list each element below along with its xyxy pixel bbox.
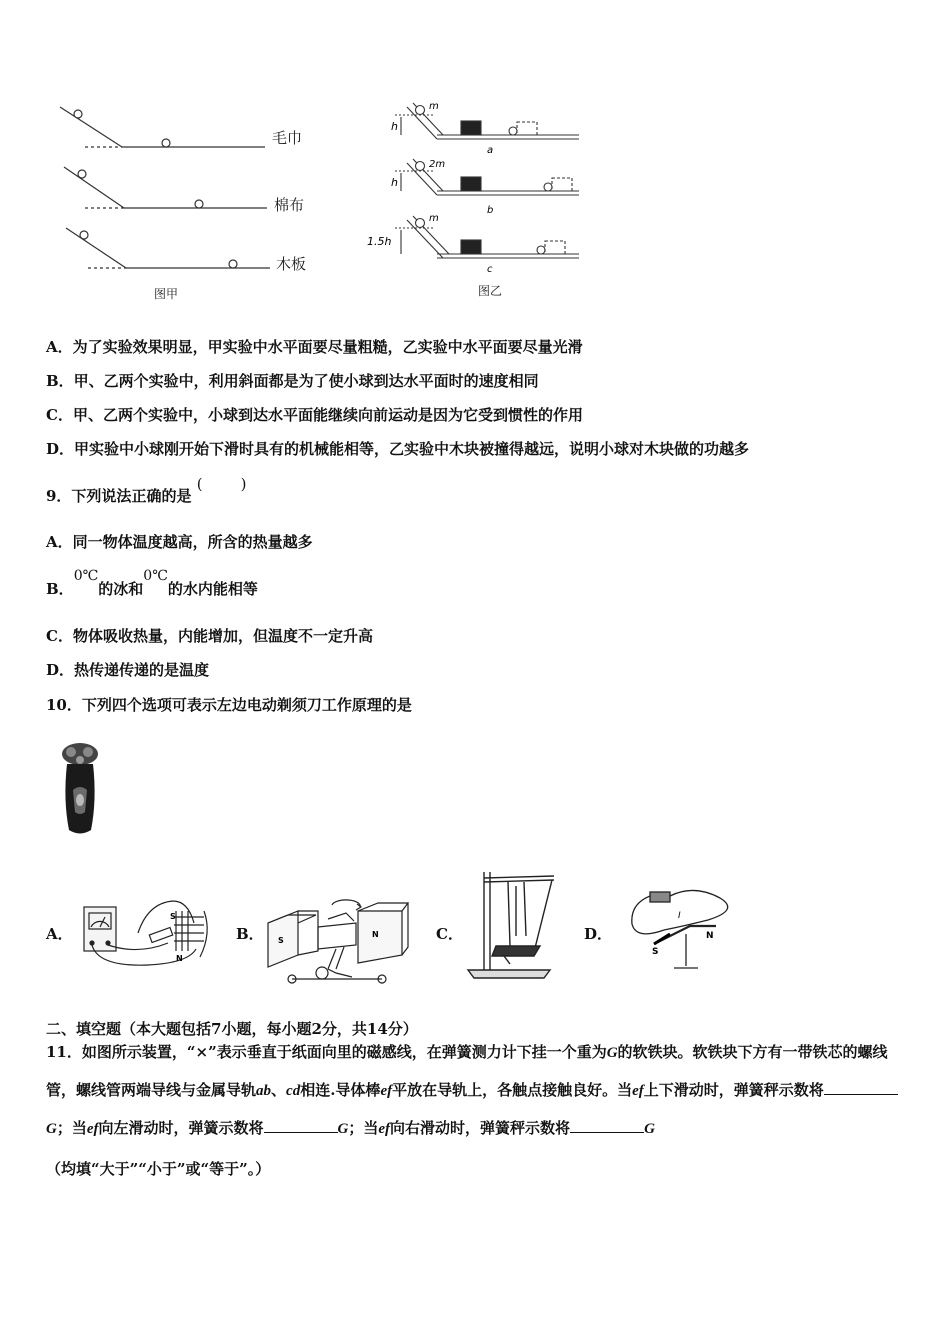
sub-label-b: b — [487, 205, 494, 216]
figure-jia-caption: 图甲 — [154, 287, 179, 301]
q10-d-wire-current: I — [678, 911, 681, 921]
q8-option-a: A．为了实验效果明显，甲实验中水平面要尽量粗糙，乙实验中水平面要尽量光滑 — [46, 338, 583, 356]
q9-temp-ice: 0℃ — [73, 568, 99, 584]
q10-d-needle-s: S — [652, 947, 659, 957]
q11-var-cd: cd — [286, 1083, 301, 1099]
q11-blank-3[interactable] — [570, 1118, 644, 1133]
q11-var-ef-2: ef — [632, 1083, 644, 1099]
incline-row-cotton — [64, 167, 267, 208]
q11-part7: 向左滑动时，弹簧示数将 — [98, 1119, 264, 1137]
figure-yi — [365, 95, 590, 305]
q10-option-d-label: D． — [584, 925, 613, 943]
q11-blank-2[interactable] — [264, 1118, 338, 1133]
height-label-a: h — [391, 120, 398, 133]
q11-part3: 相连.导体棒 — [300, 1081, 381, 1099]
q10-stem: 10．下列四个选项可表示左边电动剃须刀工作原理的是 — [46, 696, 412, 714]
collision-row-a — [395, 103, 579, 139]
q8-option-b: B．甲、乙两个实验中，利用斜面都是为了使小球到达水平面时的速度相同 — [46, 372, 539, 390]
q11-part9: 向右滑动时，弹簧秤示数将 — [390, 1119, 571, 1137]
q10-b-magnet-n: N — [372, 930, 379, 939]
mass-label-a: m — [429, 101, 439, 112]
q9-temp-water: 0℃ — [143, 568, 168, 584]
sub-label-a: a — [487, 145, 494, 156]
q11-var-ef-4: ef — [378, 1121, 391, 1137]
figure-jia — [50, 95, 320, 310]
q9-option-b-suffix: 的水内能相等 — [167, 580, 258, 598]
electric-shaver-image — [55, 740, 105, 840]
q9-option-c: C．物体吸收热量，内能增加，但温度不一定升高 — [46, 627, 373, 645]
q8-option-d: D．甲实验中小球刚开始下滑时具有的机械能相等，乙实验中木块被撞得越远，说明小球对木块做的功越多 — [46, 440, 750, 458]
q10-a-magnet-n: N — [176, 954, 183, 963]
mass-label-b: 2m — [429, 159, 446, 170]
q10-option-c-label: C． — [436, 925, 463, 943]
q10-option-a-diagram — [78, 893, 214, 975]
q11-var-ab: ab — [256, 1083, 272, 1099]
incline-row-towel — [60, 107, 265, 147]
q10-option-a-label: A． — [46, 925, 73, 943]
q9-option-d: D．热传递传递的是温度 — [46, 661, 210, 679]
q10-option-d-diagram — [624, 880, 740, 978]
surface-label-cotton: 棉布 — [274, 196, 305, 214]
q10-b-magnet-s: S — [278, 936, 284, 945]
section-2-title: 二、填空题（本大题包括7小题，每小题2分，共14分） — [46, 1020, 418, 1038]
collision-row-b — [395, 159, 579, 195]
q11-text — [46, 1034, 908, 1148]
q9-option-b-prefix: B． — [46, 580, 74, 598]
q11-part6: ；当 — [56, 1119, 87, 1137]
q11-part1: 11．如图所示装置，“×”表示垂直于纸面向里的磁感线，在弹簧测力计下挂一个重为 — [46, 1043, 607, 1061]
incline-row-wood — [66, 228, 270, 268]
q9-option-a: A．同一物体温度越高，所含的热量越多 — [46, 533, 313, 551]
q8-option-c: C．甲、乙两个实验中，小球到达水平面能继续向前运动是因为它受到惯性的作用 — [46, 406, 583, 424]
height-label-c: 1.5h — [367, 235, 392, 248]
q11-var-g-3: G — [337, 1121, 349, 1137]
q10-a-magnet-s: S — [170, 912, 176, 921]
q10-option-b-label: B． — [236, 925, 264, 943]
mass-label-c: m — [429, 213, 439, 224]
q10-option-b-diagram — [262, 893, 412, 991]
q11-part4: 平放在导轨上，各触点接触良好。当 — [392, 1081, 633, 1099]
q9-stem-text: 9．下列说法正确的是 — [46, 487, 192, 505]
q11-blank-1[interactable] — [824, 1080, 898, 1095]
q10-d-needle-n: N — [706, 931, 714, 941]
q9-answer-paren: ( ) — [196, 475, 247, 493]
q9-option-b — [46, 568, 258, 599]
q11-part2: 的软铁块。软铁块下方有一带铁芯的螺线管，螺线管两端导线与金属导轨 — [46, 1043, 888, 1099]
figure-yi-caption: 图乙 — [478, 284, 503, 298]
q11-part5: 上下滑动时，弹簧秤示数将 — [643, 1081, 824, 1099]
surface-label-towel: 毛巾 — [272, 129, 303, 147]
q11-sep: 、 — [271, 1081, 287, 1099]
q11-var-ef-1: ef — [380, 1083, 393, 1099]
q9-stem — [46, 475, 247, 506]
q11-var-g-1: G — [606, 1045, 618, 1061]
collision-row-c — [395, 216, 579, 258]
height-label-b: h — [391, 176, 398, 189]
q9-option-b-mid: 的冰和 — [98, 580, 144, 598]
q11-var-ef-3: ef — [86, 1121, 99, 1137]
sub-label-c: c — [487, 264, 493, 275]
q11-var-g-2: G — [46, 1121, 57, 1137]
q11-part8: ；当 — [348, 1119, 379, 1137]
surface-label-wood: 木板 — [276, 255, 307, 273]
q10-option-c-diagram — [464, 866, 560, 984]
q11-note: （均填“大于”“小于”或“等于”。） — [46, 1160, 271, 1178]
q11-var-g-4: G — [644, 1121, 655, 1137]
